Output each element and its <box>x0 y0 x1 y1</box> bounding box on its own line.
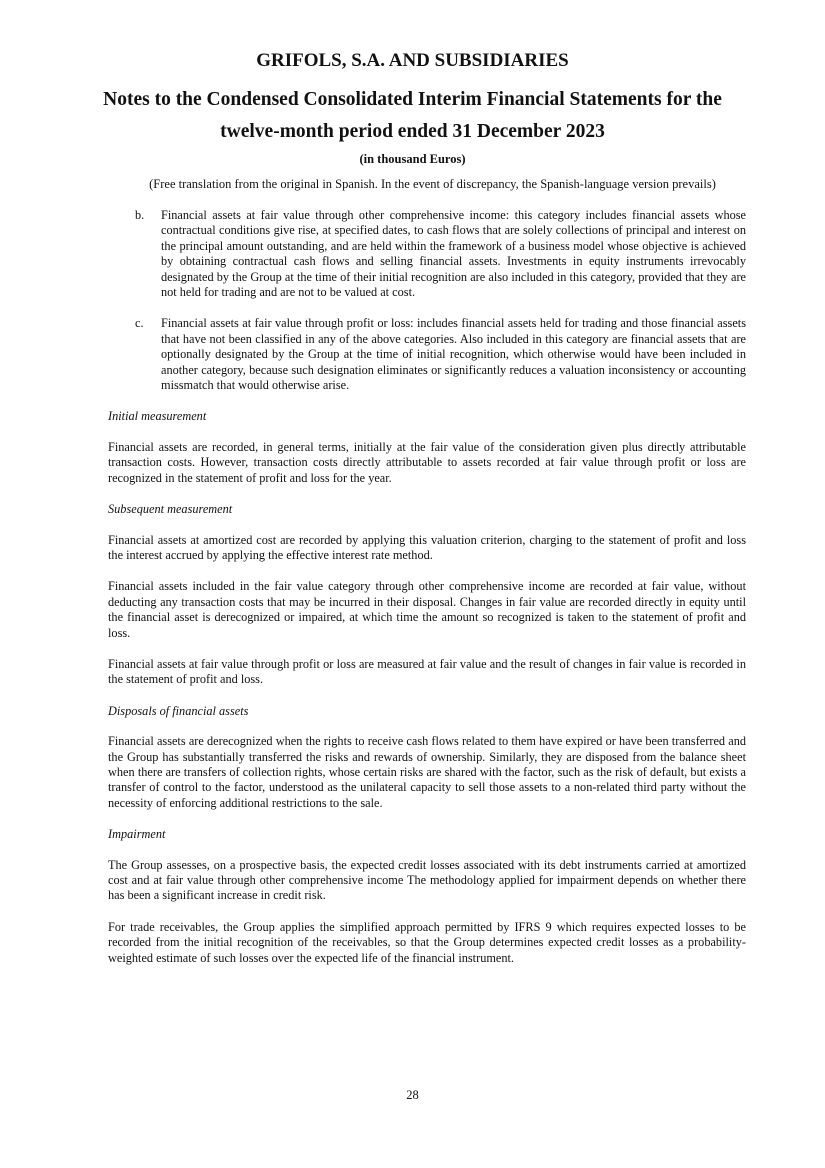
list-item-text: Financial assets at fair value through profit or loss: includes financial assets held for trading and those financial assets that have not been classified in any of the above categories. Also included in this category are financial assets that are optionally designated by the Group at the time of initial recognition, which otherwise would have been included in another category, because such designation eliminates or significantly reduces a valuation inconsistency or accounting missmatch that would otherwise arise. <box>161 316 746 393</box>
section-heading-disposals: Disposals of financial assets <box>108 703 249 718</box>
paragraph: Financial assets at amortized cost are recorded by applying this valuation criterion, charging to the statement of profit and loss the interest accrued by applying the effective interest rate method. <box>108 532 746 562</box>
units-note: (in thousand Euros) <box>359 152 466 166</box>
page-title <box>60 84 765 148</box>
company-name: GRIFOLS, S.A. AND SUBSIDIARIES <box>256 50 569 71</box>
section-heading-subsequent-measurement: Subsequent measurement <box>108 502 233 517</box>
paragraph: Financial assets are derecognized when the rights to receive cash flows related to them have expired or have been transferred and the Group has substantially transferred the risks and rewards of ownership. Similarly, they are disposed from the balance sheet when there are transfers of collection rights, whose certain risks are shared with the factor, such as the risk of default, but exists a transfer of control to the factor, understood as the unilateral capacity to sell those assets to a non-related third party without the necessity of enforcing additional restrictions to the sale. <box>108 734 746 810</box>
list-item-text: Financial assets at fair value through other comprehensive income: this category includes financial assets whose contractual conditions give rise, at specified dates, to cash flows that are solely collections of principal and interest on the principal amount outstanding, and are held within the framework of a business model whose objective is achieved by obtaining contractual cash flows and selling financial assets. Investments in equity instruments irrevocably designated by the Group at the time of their initial recognition are also included in this category, provided that they are not held for trading and are not to be valued at cost. <box>161 208 746 300</box>
document-body <box>108 208 746 982</box>
section-heading-initial-measurement: Initial measurement <box>108 409 207 424</box>
page-title-line-2: twelve-month period ended 31 December 2023 <box>220 121 605 142</box>
paragraph: Financial assets are recorded, in general terms, initially at the fair value of the consideration given plus directly attributable transaction costs. However, transaction costs directly attributable to assets recorded at fair value through profit or loss are recognized in the statement of profit and loss for the year. <box>108 439 746 485</box>
paragraph: The Group assesses, on a prospective basis, the expected credit losses associated with its debt instruments carried at amortized cost and at fair value through other comprehensive income The methodology applied for impairment depends on whether there has been a significant increase in credit risk. <box>108 857 746 903</box>
page-number: 28 <box>406 1088 419 1102</box>
list-marker: c. <box>135 316 144 331</box>
paragraph: Financial assets included in the fair value category through other comprehensive income are recorded at fair value, without deducting any transaction costs that may be incurred in their disposal. Changes in fair value are recorded directly in equity until the financial asset is derecognized or impaired, at which time the amount so recognized is taken to the statement of profit and loss. <box>108 579 746 640</box>
list-item-c <box>108 316 746 393</box>
list-item-b <box>108 208 746 300</box>
page-title-line-1: Notes to the Condensed Consolidated Interim Financial Statements for the <box>103 89 722 110</box>
list-marker: b. <box>135 208 145 222</box>
translation-disclaimer: (Free translation from the original in Spanish. In the event of discrepancy, the Spanish-language version prevails) <box>149 177 716 191</box>
section-heading-impairment: Impairment <box>108 827 166 842</box>
paragraph: For trade receivables, the Group applies the simplified approach permitted by IFRS 9 which requires expected losses to be recorded from the initial recognition of the receivables, so that the Group determines expected credit losses as a probability-weighted estimate of such losses over the expected life of the financial instrument. <box>108 919 746 965</box>
paragraph: Financial assets at fair value through profit or loss are measured at fair value and the result of changes in fair value is recorded in the statement of profit and loss. <box>108 656 746 687</box>
